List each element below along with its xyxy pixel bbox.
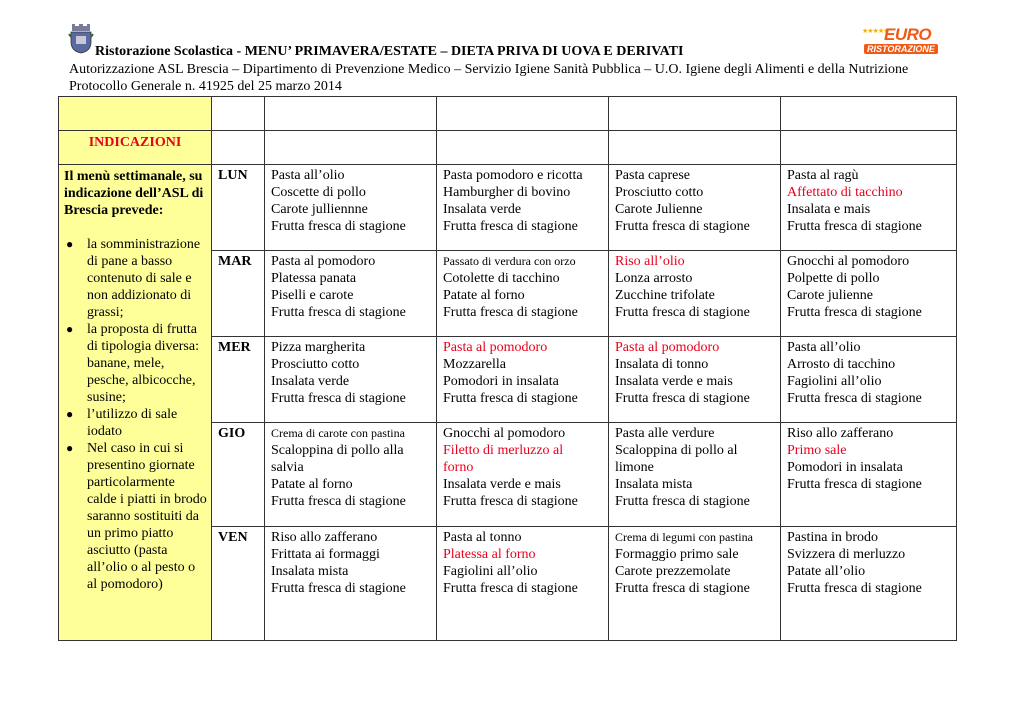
menu-cell: [437, 337, 609, 423]
menu-cell: [609, 251, 781, 337]
menu-cell: [781, 337, 957, 423]
menu-cell: [437, 423, 609, 527]
menu-dish: Filetto di merluzzo al: [443, 443, 564, 458]
menu-dish: Frutta fresca di stagione: [271, 219, 406, 234]
menu-dish: Insalata e mais: [787, 202, 871, 217]
indication-item: [64, 440, 207, 593]
menu-dish: Pomodori in insalata: [443, 374, 559, 389]
menu-dish: forno: [443, 460, 474, 475]
menu-dish: Arrosto di tacchino: [787, 357, 896, 372]
day-label: VEN: [212, 527, 265, 641]
menu-cell: [265, 527, 437, 641]
menu-dish: Scaloppina di pollo al: [615, 443, 738, 458]
indication-text: la somministrazione di pane a basso contenuto di sale e non addizionato di grassi;: [87, 237, 201, 320]
menu-cell: [781, 423, 957, 527]
protocol-line: Protocollo Generale n. 41925 del 25 marzo 2014: [69, 79, 342, 94]
menu-dish: Insalata verde: [271, 374, 350, 389]
indications-list: [64, 236, 207, 593]
menu-dish: Passato di verdura con orzo: [443, 254, 576, 268]
menu-dish: Frutta fresca di stagione: [787, 305, 922, 320]
menu-dish: Insalata mista: [615, 477, 693, 492]
day-label: MAR: [212, 251, 265, 337]
indication-item: [64, 406, 207, 440]
menu-dish: Patate al forno: [271, 477, 353, 492]
menu-dish: Frutta fresca di stagione: [787, 581, 922, 596]
menu-dish: Pasta al pomodoro: [443, 340, 548, 355]
menu-cell: [437, 251, 609, 337]
menu-cell: [609, 527, 781, 641]
menu-dish: Fagiolini all’olio: [787, 374, 882, 389]
menu-dish: Frutta fresca di stagione: [615, 219, 750, 234]
menu-dish: Mozzarella: [443, 357, 506, 372]
stars-icon: ★★★★★: [862, 27, 889, 35]
menu-dish: Frutta fresca di stagione: [443, 219, 578, 234]
menu-cell: [781, 165, 957, 251]
menu-dish: Pasta al pomodoro: [615, 340, 720, 355]
menu-cell: [609, 423, 781, 527]
menu-dish: Frutta fresca di stagione: [615, 391, 750, 406]
menu-dish: Carote Julienne: [615, 202, 703, 217]
indications-intro: Il menù settimanale, su indicazione dell’ASL di Brescia prevede:: [64, 169, 204, 218]
menu-dish: Pastina in brodo: [787, 530, 878, 545]
menu-dish: Formaggio primo sale: [615, 547, 739, 562]
menu-dish: Fagiolini all’olio: [443, 564, 538, 579]
menu-dish: Primo sale: [787, 443, 847, 458]
euro-ristorazione-logo: [858, 25, 938, 57]
menu-dish: Frutta fresca di stagione: [787, 391, 922, 406]
day-row: [59, 165, 957, 251]
menu-dish: Frutta fresca di stagione: [615, 581, 750, 596]
menu-cell: [437, 527, 609, 641]
menu-dish: Crema di legumi con pastina: [615, 530, 753, 544]
menu-dish: Patate all’olio: [787, 564, 866, 579]
menu-dish: Riso allo zafferano: [271, 530, 378, 545]
menu-dish: Pasta pomodoro e ricotta: [443, 168, 583, 183]
menu-dish: Insalata di tonno: [615, 357, 709, 372]
day-label: LUN: [212, 165, 265, 251]
menu-cell: [781, 251, 957, 337]
indication-text: l’utilizzo di sale iodato: [87, 407, 178, 439]
menu-dish: Cotolette di tacchino: [443, 271, 560, 286]
menu-dish: Pasta alle verdure: [615, 426, 715, 441]
menu-cell: [265, 251, 437, 337]
menu-dish: Riso allo zafferano: [787, 426, 894, 441]
menu-dish: Frutta fresca di stagione: [443, 391, 578, 406]
menu-dish: Frutta fresca di stagione: [615, 494, 750, 509]
menu-dish: Prosciutto cotto: [271, 357, 360, 372]
menu-dish: Prosciutto cotto: [615, 185, 704, 200]
menu-cell: [609, 165, 781, 251]
indications-cell: [59, 165, 212, 641]
menu-dish: Lonza arrosto: [615, 271, 693, 286]
indication-text: la proposta di frutta di tipologia diversa: banane, mele, pesche, albicocche, susine;: [87, 322, 199, 405]
menu-dish: Carote prezzemolate: [615, 564, 731, 579]
menu-dish: Frutta fresca di stagione: [443, 581, 578, 596]
menu-dish: Patate al forno: [443, 288, 525, 303]
menu-dish: Riso all’olio: [615, 254, 685, 269]
indication-text: Nel caso in cui si presentino giornate particolarmente calde i piatti in brodo saranno sostituiti da un primo piatto asciutto (pasta all’olio o al pesto o al pomodoro): [87, 441, 207, 592]
logo-subtext: RISTORAZIONE: [864, 44, 938, 54]
menu-dish: Scaloppina di pollo alla: [271, 443, 404, 458]
authorization-line: Autorizzazione ASL Brescia – Dipartimento di Prevenzione Medico – Servizio Igiene Sanità Pubblica – U.O. Igiene degli Alimenti e della Nutrizione: [69, 62, 909, 77]
menu-dish: Insalata mista: [271, 564, 349, 579]
menu-dish: Frutta fresca di stagione: [443, 305, 578, 320]
menu-dish: Insalata verde e mais: [615, 374, 733, 389]
menu-cell: [609, 337, 781, 423]
menu-dish: Crema di carote con pastina: [271, 426, 405, 440]
menu-dish: Frutta fresca di stagione: [271, 391, 406, 406]
menu-dish: Pomodori in insalata: [787, 460, 903, 475]
menu-dish: Pasta al ragù: [787, 168, 859, 183]
menu-dish: Insalata verde: [443, 202, 522, 217]
menu-dish: Pasta all’olio: [271, 168, 345, 183]
menu-dish: Platessa panata: [271, 271, 357, 286]
menu-cell: [437, 165, 609, 251]
menu-dish: salvia: [271, 460, 304, 475]
bullet-icon: ●: [66, 441, 74, 455]
menu-dish: Carote julienne: [787, 288, 873, 303]
menu-cell: [265, 165, 437, 251]
menu-cell: [781, 527, 957, 641]
indication-item: [64, 236, 207, 321]
menu-dish: Gnocchi al pomodoro: [787, 254, 910, 269]
menu-dish: Carote julliennne: [271, 202, 368, 217]
menu-dish: Affettato di tacchino: [787, 185, 903, 200]
menu-dish: Frutta fresca di stagione: [271, 494, 406, 509]
menu-dish: Zucchine trifolate: [615, 288, 715, 303]
document-title: Ristorazione Scolastica - MENU’ PRIMAVERA/ESTATE – DIETA PRIVA DI UOVA E DERIVATI: [95, 44, 684, 59]
indication-item: [64, 321, 207, 406]
menu-dish: Piselli e carote: [271, 288, 354, 303]
menu-dish: Frutta fresca di stagione: [787, 219, 922, 234]
menu-dish: Gnocchi al pomodoro: [443, 426, 566, 441]
menu-table: [58, 96, 957, 641]
menu-dish: Pizza margherita: [271, 340, 366, 355]
menu-dish: Insalata verde e mais: [443, 477, 561, 492]
day-label: MER: [212, 337, 265, 423]
indications-title-row: [59, 131, 957, 165]
menu-dish: Platessa al forno: [443, 547, 536, 562]
bullet-icon: ●: [66, 237, 74, 251]
menu-dish: Coscette di pollo: [271, 185, 366, 200]
menu-dish: limone: [615, 460, 654, 475]
municipal-crest-icon: [68, 24, 94, 54]
menu-dish: Frutta fresca di stagione: [271, 581, 406, 596]
menu-cell: [265, 423, 437, 527]
menu-cell: [265, 337, 437, 423]
header-row-empty: [59, 97, 957, 131]
menu-dish: Pasta caprese: [615, 168, 691, 183]
menu-dish: Frutta fresca di stagione: [443, 494, 578, 509]
menu-dish: Hamburgher di bovino: [443, 185, 571, 200]
menu-dish: Frutta fresca di stagione: [787, 477, 922, 492]
menu-dish: Frutta fresca di stagione: [271, 305, 406, 320]
menu-dish: Polpette di pollo: [787, 271, 880, 286]
menu-dish: Frutta fresca di stagione: [615, 305, 750, 320]
menu-dish: Pasta all’olio: [787, 340, 861, 355]
menu-dish: Frittata ai formaggi: [271, 547, 380, 562]
bullet-icon: ●: [66, 322, 74, 336]
day-label: GIO: [212, 423, 265, 527]
menu-dish: Pasta al tonno: [443, 530, 522, 545]
menu-dish: Pasta al pomodoro: [271, 254, 376, 269]
logo-text: EURO: [884, 25, 932, 44]
bullet-icon: ●: [66, 407, 74, 421]
indications-title: INDICAZIONI: [88, 135, 182, 150]
menu-dish: Svizzera di merluzzo: [787, 547, 906, 562]
